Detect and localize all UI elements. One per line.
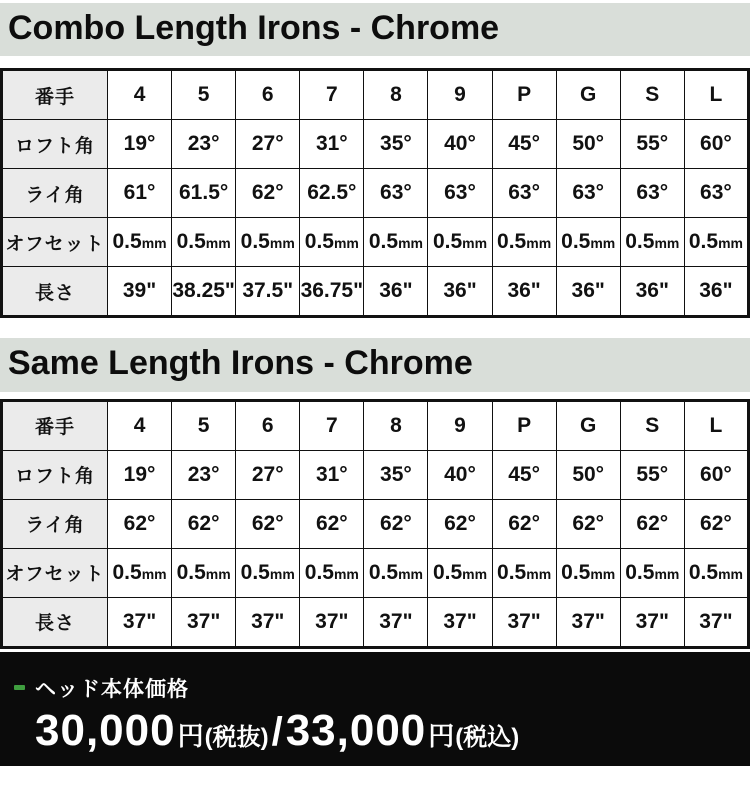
- spec-cell: 0.5mm: [428, 218, 492, 267]
- spec-cell: 62°: [364, 499, 428, 548]
- spec-cell: 8: [364, 70, 428, 120]
- spec-cell: 62°: [236, 169, 300, 218]
- spec-cell: 0.5mm: [556, 218, 620, 267]
- spec-cell: 0.5mm: [236, 218, 300, 267]
- unit-label: mm: [141, 565, 167, 582]
- spec-cell: 0.5mm: [492, 218, 556, 267]
- price-excl-tax: 30,000: [35, 705, 176, 755]
- unit-label: mm: [398, 235, 423, 252]
- spec-cell: 50°: [556, 120, 620, 169]
- spec-cell: 62°: [684, 499, 748, 548]
- spec-cell: 5: [172, 70, 236, 120]
- spec-cell: 40°: [428, 450, 492, 499]
- price-line: [35, 706, 750, 756]
- spec-cell: 63°: [620, 169, 684, 218]
- spec-cell: 4: [108, 70, 172, 120]
- spec-cell: 0.5mm: [684, 548, 748, 597]
- row-label: オフセット: [2, 218, 108, 267]
- unit-label: mm: [654, 235, 680, 252]
- spec-cell: S: [620, 70, 684, 120]
- spec-cell: 63°: [428, 169, 492, 218]
- spec-cell: 50°: [556, 450, 620, 499]
- spec-cell: 36": [428, 267, 492, 317]
- spec-cell: 5: [172, 400, 236, 450]
- spec-cell: 36": [556, 267, 620, 317]
- spec-cell: 37": [300, 597, 364, 647]
- spec-cell: 40°: [428, 120, 492, 169]
- spec-cell: 62.5°: [300, 169, 364, 218]
- table-row: [2, 218, 749, 267]
- spec-cell: 37": [492, 597, 556, 647]
- spec-cell: 37": [108, 597, 172, 647]
- spec-cell: 4: [108, 400, 172, 450]
- spec-cell: G: [556, 70, 620, 120]
- tax-included-note: (税込): [455, 723, 520, 751]
- unit-label: mm: [269, 565, 295, 582]
- price-footer: [0, 652, 750, 766]
- combo-length-irons-table: [0, 68, 750, 318]
- spec-cell: 36": [684, 267, 748, 317]
- spec-cell: 0.5mm: [364, 218, 428, 267]
- spec-cell: 45°: [492, 450, 556, 499]
- row-label: ライ角: [2, 499, 108, 548]
- row-label: 長さ: [2, 597, 108, 647]
- spec-cell: 45°: [492, 120, 556, 169]
- spec-cell: 37": [364, 597, 428, 647]
- spec-cell: 31°: [300, 120, 364, 169]
- spec-cell: S: [620, 400, 684, 450]
- spec-cell: 62°: [492, 499, 556, 548]
- unit-label: mm: [654, 565, 680, 582]
- spec-cell: L: [684, 400, 748, 450]
- spec-cell: 61°: [108, 169, 172, 218]
- unit-label: mm: [141, 235, 167, 252]
- green-dash-icon: [14, 685, 25, 690]
- spec-cell: 0.5mm: [236, 548, 300, 597]
- same-length-irons-title: Same Length Irons - Chrome: [0, 338, 750, 391]
- spec-cell: 31°: [300, 450, 364, 499]
- yen-unit-excl: 円: [177, 720, 204, 751]
- spec-cell: 35°: [364, 450, 428, 499]
- spec-cell: 19°: [108, 120, 172, 169]
- spec-cell: 27°: [236, 450, 300, 499]
- spec-cell: 62°: [108, 499, 172, 548]
- spec-cell: P: [492, 400, 556, 450]
- spec-cell: 0.5mm: [492, 548, 556, 597]
- spec-cell: 0.5mm: [556, 548, 620, 597]
- spec-cell: 0.5mm: [300, 218, 364, 267]
- table-row: [2, 70, 749, 120]
- unit-label: mm: [590, 565, 616, 582]
- spec-cell: 0.5mm: [108, 218, 172, 267]
- row-label: 番手: [2, 70, 108, 120]
- spec-cell: 55°: [620, 120, 684, 169]
- unit-label: mm: [718, 235, 743, 252]
- head-price-label: ヘッド本体価格: [35, 677, 189, 701]
- row-label: 番手: [2, 400, 108, 450]
- spec-cell: 0.5mm: [364, 548, 428, 597]
- spec-cell: L: [684, 70, 748, 120]
- row-label: ロフト角: [2, 120, 108, 169]
- spec-cell: 35°: [364, 120, 428, 169]
- spec-cell: 0.5mm: [620, 548, 684, 597]
- spec-cell: 62°: [172, 499, 236, 548]
- spec-cell: 37": [236, 597, 300, 647]
- table-row: [2, 499, 749, 548]
- spec-cell: 37": [428, 597, 492, 647]
- table-row: [2, 169, 749, 218]
- spec-cell: 6: [236, 400, 300, 450]
- unit-label: mm: [526, 565, 552, 582]
- spec-cell: 7: [300, 400, 364, 450]
- spec-cell: 36": [492, 267, 556, 317]
- unit-label: mm: [398, 565, 423, 582]
- row-label: ロフト角: [2, 450, 108, 499]
- table-row: [2, 400, 749, 450]
- spec-cell: 38.25": [172, 267, 236, 317]
- row-label: 長さ: [2, 267, 108, 317]
- spec-cell: 37.5": [236, 267, 300, 317]
- unit-label: mm: [333, 235, 359, 252]
- unit-label: mm: [718, 565, 743, 582]
- price-separator: /: [271, 709, 283, 754]
- spec-cell: 62°: [300, 499, 364, 548]
- spec-cell: 62°: [236, 499, 300, 548]
- spec-cell: 8: [364, 400, 428, 450]
- spec-cell: 63°: [556, 169, 620, 218]
- spec-cell: 36.75": [300, 267, 364, 317]
- spec-cell: 0.5mm: [300, 548, 364, 597]
- spec-cell: 39": [108, 267, 172, 317]
- table-row: [2, 450, 749, 499]
- spec-cell: 63°: [684, 169, 748, 218]
- spec-cell: 62°: [556, 499, 620, 548]
- combo-length-irons-title: Combo Length Irons - Chrome: [0, 3, 750, 56]
- row-label: オフセット: [2, 548, 108, 597]
- price-label-row: [14, 673, 750, 703]
- spec-cell: 0.5mm: [428, 548, 492, 597]
- spec-cell: 60°: [684, 450, 748, 499]
- unit-label: mm: [205, 565, 231, 582]
- spec-cell: 0.5mm: [172, 548, 236, 597]
- same-length-irons-table: [0, 399, 750, 649]
- spec-cell: 0.5mm: [620, 218, 684, 267]
- iron-spec-sheet: [0, 3, 750, 766]
- table-row: [2, 597, 749, 647]
- spec-cell: 0.5mm: [108, 548, 172, 597]
- unit-label: mm: [526, 235, 552, 252]
- spec-cell: 61.5°: [172, 169, 236, 218]
- spec-cell: 36": [364, 267, 428, 317]
- spec-cell: 6: [236, 70, 300, 120]
- spec-cell: 37": [556, 597, 620, 647]
- unit-label: mm: [205, 235, 231, 252]
- spec-cell: 37": [620, 597, 684, 647]
- spec-cell: 9: [428, 70, 492, 120]
- yen-unit-incl: 円: [428, 720, 455, 751]
- spec-cell: 55°: [620, 450, 684, 499]
- unit-label: mm: [590, 235, 616, 252]
- spec-cell: 9: [428, 400, 492, 450]
- spec-cell: 0.5mm: [684, 218, 748, 267]
- spec-cell: 63°: [492, 169, 556, 218]
- spec-cell: 23°: [172, 450, 236, 499]
- spec-cell: 63°: [364, 169, 428, 218]
- spec-cell: 7: [300, 70, 364, 120]
- spec-cell: G: [556, 400, 620, 450]
- spec-cell: P: [492, 70, 556, 120]
- tax-excluded-note: (税抜): [204, 723, 269, 751]
- table-row: [2, 267, 749, 317]
- spec-cell: 0.5mm: [172, 218, 236, 267]
- spec-cell: 37": [684, 597, 748, 647]
- spec-cell: 19°: [108, 450, 172, 499]
- spec-cell: 27°: [236, 120, 300, 169]
- unit-label: mm: [269, 235, 295, 252]
- row-label: ライ角: [2, 169, 108, 218]
- unit-label: mm: [333, 565, 359, 582]
- spec-cell: 62°: [428, 499, 492, 548]
- spec-cell: 37": [172, 597, 236, 647]
- spec-cell: 23°: [172, 120, 236, 169]
- table-row: [2, 548, 749, 597]
- spec-cell: 60°: [684, 120, 748, 169]
- unit-label: mm: [462, 565, 488, 582]
- table-row: [2, 120, 749, 169]
- spec-cell: 36": [620, 267, 684, 317]
- unit-label: mm: [462, 235, 488, 252]
- price-incl-tax: 33,000: [285, 705, 427, 755]
- spec-cell: 62°: [620, 499, 684, 548]
